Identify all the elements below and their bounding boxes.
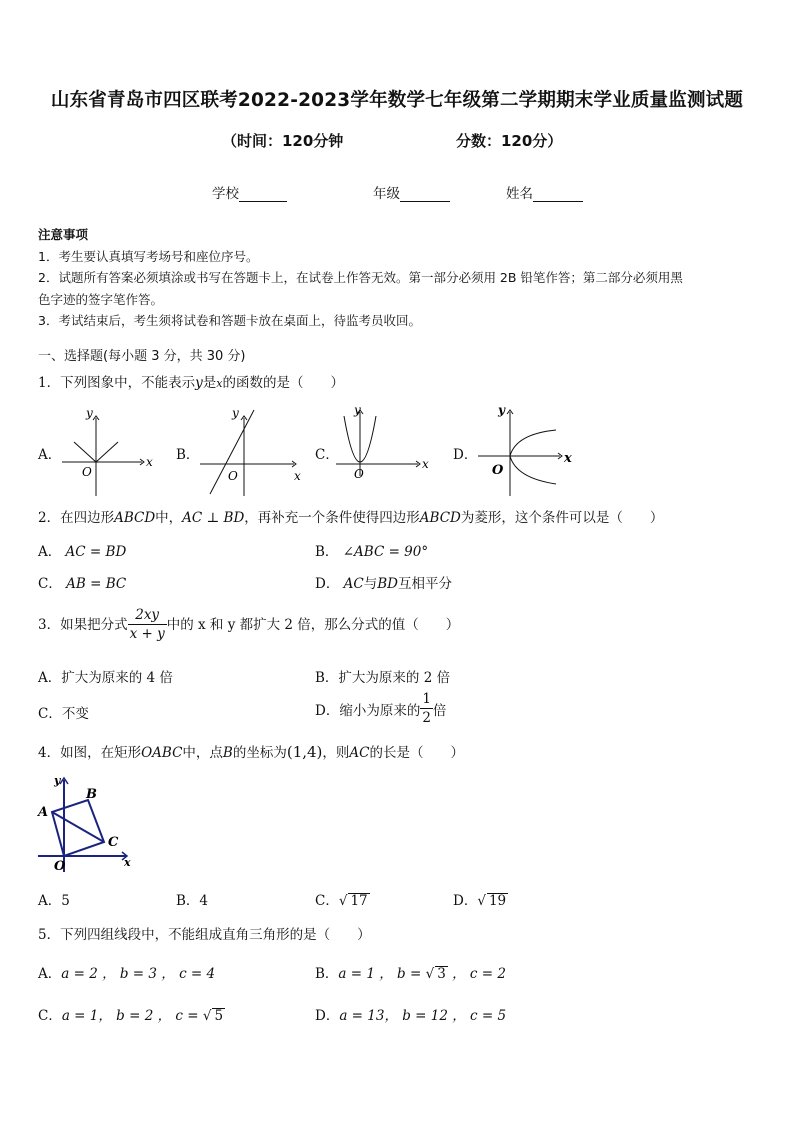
origin-label: O [492, 463, 504, 478]
q1-option-c-label[interactable]: C． [315, 447, 339, 463]
q4-rectangle-figure [36, 772, 136, 876]
option-radicand: 19 [488, 893, 507, 909]
question-1 [38, 374, 344, 393]
option-text: ∠ABC = 90° [342, 544, 429, 560]
school-label: 学校 [212, 186, 239, 202]
q1-var-x: x [216, 377, 223, 390]
fig-label-b: B [86, 787, 97, 802]
option-label: A． [38, 670, 62, 686]
option-text: 4 [199, 893, 209, 909]
option-label: D． [315, 1008, 340, 1024]
option-text: 倍 [432, 702, 447, 719]
exam-score: 分数：120分） [456, 132, 563, 150]
axis-y-label: y [232, 406, 239, 420]
option-math: AC [343, 576, 364, 592]
grade-blank[interactable] [400, 187, 450, 202]
option-text: 互相平分 [397, 576, 452, 592]
option-radicand: 3 [437, 966, 446, 982]
fig-label-x: x [124, 856, 131, 869]
q4-text: 4．如图，在矩形 [38, 745, 142, 761]
fig-label-c: C [108, 835, 119, 850]
q3-option-c[interactable] [38, 702, 89, 722]
q3-text: 中的 x 和 y 都扩大 2 倍，那么分式的值（ ） [166, 616, 460, 633]
option-math: BD [377, 576, 398, 592]
option-fraction [420, 690, 433, 727]
q3-option-b[interactable] [315, 666, 450, 686]
exam-title: 山东省青岛市四区联考2022-2023学年数学七年级第二学期期末学业质量监测试题 [50, 90, 744, 111]
q1-option-b-label[interactable]: B． [176, 447, 200, 463]
option-text: AB = BC [66, 576, 127, 592]
q2-math: AC ⊥ BD [182, 510, 245, 526]
name-label: 姓名 [506, 186, 533, 202]
option-label: A． [38, 966, 62, 982]
q2-text: 为菱形，这个条件可以是（ ） [460, 510, 664, 526]
q5-option-a[interactable] [38, 962, 215, 982]
q1-graph-a[interactable] [60, 404, 160, 500]
fraction-denominator: x + y [129, 626, 165, 642]
option-text: 5 [61, 893, 70, 909]
option-label: B． [315, 670, 339, 686]
q4-math: B [222, 745, 233, 761]
q1-graph-d[interactable] [476, 402, 586, 500]
option-text: ， c = 2 [447, 966, 506, 982]
q1-graph-b[interactable] [196, 404, 306, 500]
q1-var-y: y [195, 375, 203, 391]
q5-option-c[interactable]: C．a = 1， b = 2 ， c = √ 5 [38, 1008, 224, 1024]
axis-x-label: x [422, 457, 429, 471]
q1-text: 的函数的是（ ） [222, 375, 344, 391]
origin-label: O [354, 467, 364, 481]
fraction-numerator: 1 [422, 691, 431, 707]
q2-option-b[interactable] [315, 540, 428, 560]
option-label: C． [38, 706, 62, 722]
option-label: B． [176, 893, 200, 909]
option-text: 缩小为原来的 [339, 702, 421, 719]
q4-option-d[interactable]: D．√ 19 [453, 893, 507, 909]
q5-option-d[interactable] [315, 1004, 506, 1024]
axis-y-label: y [86, 406, 93, 420]
q2-option-c[interactable] [38, 572, 126, 592]
option-text: a = 13， b = 12 ， c = 5 [339, 1008, 507, 1024]
name-field [506, 182, 583, 202]
origin-label: O [228, 469, 238, 483]
q4-text: 的长是（ ） [369, 745, 464, 761]
q3-text: 3．如果把分式 [38, 616, 128, 633]
q2-text: 中， [155, 510, 183, 526]
axis-x-label: x [146, 455, 153, 469]
question-4 [38, 743, 464, 762]
note-item: 2．试题所有答案必须填涂或书写在答题卡上，在试卷上作答无效。第一部分必须用 2B 铅笔作答；第二部分必须用黑 [38, 270, 683, 285]
note-item: 色字迹的签字笔作答。 [38, 291, 164, 307]
exam-time: （时间：120分钟 [222, 132, 344, 150]
note-item: 1．考生要认真填写考场号和座位序号。 [38, 248, 259, 264]
q1-text: 1．下列图象中，不能表示 [38, 375, 196, 391]
school-field [212, 182, 287, 202]
option-radicand: 17 [350, 893, 368, 909]
axis-y-label: y [498, 403, 505, 417]
option-text: 扩大为原来的 2 倍 [338, 670, 451, 686]
notes-heading: 注意事项 [38, 227, 89, 242]
q4-option-a[interactable] [38, 889, 70, 909]
note-item: 3．考试结束后，考生须将试卷和答题卡放在桌面上，待监考员收回。 [38, 313, 421, 328]
option-label: B． [315, 544, 339, 560]
section-heading: 一、选择题(每小题 3 分，共 30 分) [38, 349, 246, 364]
q2-math: ABCD [419, 510, 461, 526]
axis-x-label: x [294, 469, 301, 483]
q1-option-a-label[interactable]: A． [38, 447, 62, 463]
q4-math: OABC [141, 745, 183, 761]
fraction-denominator: 2 [422, 710, 431, 726]
q4-option-c[interactable]: C．√ 17 [315, 893, 368, 909]
option-label: B． [315, 966, 339, 982]
fig-label-o: O [54, 859, 66, 874]
option-label: C． [38, 576, 62, 592]
option-label: C． [315, 893, 339, 909]
q4-text: 的坐标为 [232, 745, 287, 761]
option-label: D． [315, 576, 340, 592]
q1-text: 是 [202, 375, 217, 391]
name-blank[interactable] [533, 187, 583, 202]
q2-text: 2．在四边形 [38, 510, 115, 526]
q3-fraction [128, 606, 167, 643]
q3-option-a[interactable] [38, 666, 173, 686]
axis-y-label: y [354, 404, 361, 417]
q1-option-d-label[interactable]: D． [453, 447, 478, 463]
q2-math: ABCD [114, 510, 156, 526]
grade-field [373, 182, 450, 202]
option-label: A． [38, 544, 62, 560]
q5-option-b[interactable]: B．a = 1 ， b = √ 3 ， c = 2 [315, 966, 506, 982]
fig-label-y: y [54, 774, 61, 787]
q2-text: ，再补充一个条件使得四边形 [244, 510, 420, 526]
axis-x-label: x [564, 451, 572, 466]
notes-block [38, 224, 762, 332]
q2-option-d[interactable] [315, 572, 452, 592]
option-text: 与 [363, 576, 378, 592]
option-label: D． [453, 893, 478, 909]
fraction-numerator: 2xy [128, 606, 167, 625]
option-label: A． [38, 893, 62, 909]
q4-text: 中，点 [182, 745, 223, 761]
q2-option-a[interactable] [38, 540, 126, 560]
option-text: a = 1 ， b = [338, 966, 426, 982]
question-5: 5．下列四组线段中，不能组成直角三角形的是（ ） [38, 927, 371, 943]
option-text: a = 2 ， b = 3 ， c = 4 [61, 966, 216, 982]
q4-coord: (1,4) [286, 743, 323, 761]
option-radicand: 5 [214, 1008, 224, 1024]
q3-option-d[interactable] [315, 690, 446, 727]
option-text: AC = BD [65, 544, 127, 560]
q4-math: AC [349, 745, 370, 761]
q4-text: ，则 [322, 745, 350, 761]
question-2 [38, 509, 663, 527]
option-label: C． [38, 1008, 62, 1024]
q4-option-b[interactable] [176, 889, 208, 909]
school-blank[interactable] [239, 187, 287, 202]
option-label: D． [315, 702, 340, 719]
origin-label: O [82, 465, 92, 479]
option-text: 扩大为原来的 4 倍 [61, 670, 173, 686]
q1-graph-c[interactable] [334, 404, 434, 500]
option-text: a = 1， b = 2 ， c = [61, 1008, 203, 1024]
question-3 [38, 606, 459, 643]
option-text: 不变 [61, 706, 89, 722]
grade-label: 年级 [373, 186, 400, 202]
fig-label-a: A [38, 805, 49, 820]
